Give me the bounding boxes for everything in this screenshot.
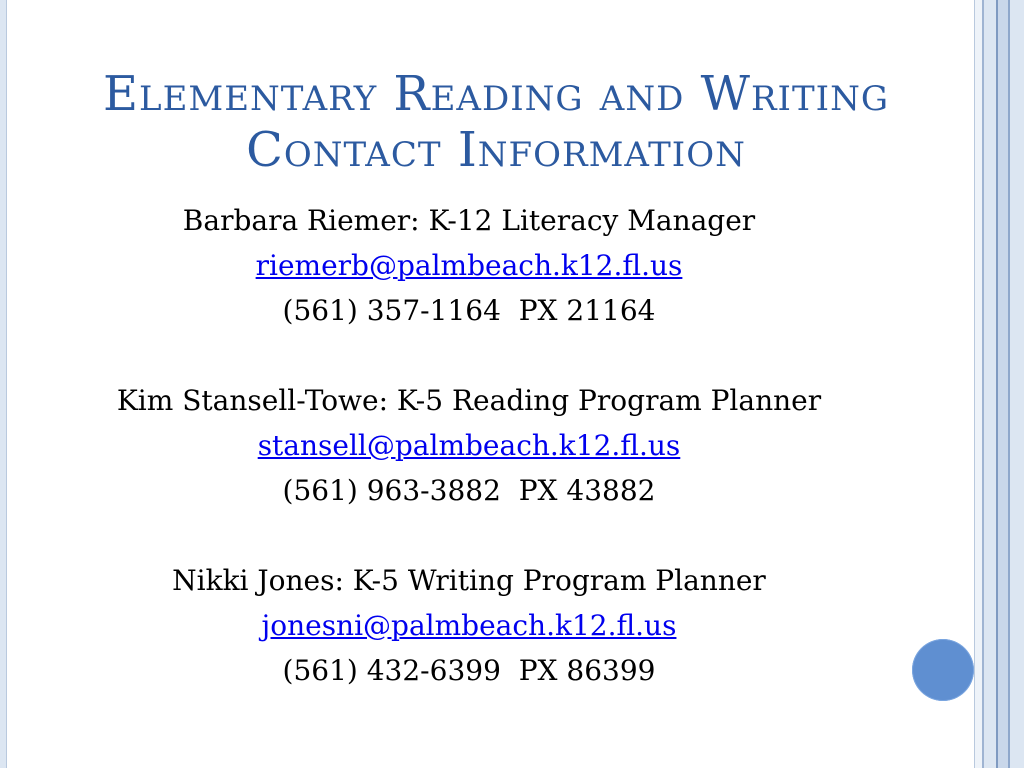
contact-block — [46, 198, 892, 333]
contact-email-link[interactable]: stansell@palmbeach.k12.fl.us — [257, 429, 681, 462]
stripe-band — [975, 0, 982, 768]
contact-block — [46, 378, 892, 513]
contact-email-link[interactable]: riemerb@palmbeach.k12.fl.us — [255, 249, 683, 282]
stripe-band — [984, 0, 996, 768]
contact-phone: (561) 963-3882 PX 43882 — [282, 474, 656, 507]
title-line-1: Elementary Reading and Writing — [102, 66, 890, 122]
right-stripe-decoration — [974, 0, 1024, 768]
stripe-band — [998, 0, 1008, 768]
stripe-band — [1010, 0, 1024, 768]
contact-phone: (561) 357-1164 PX 21164 — [282, 294, 656, 327]
contact-name-role: Nikki Jones: K-5 Writing Program Planner — [172, 564, 766, 597]
contact-phone: (561) 432-6399 PX 86399 — [282, 654, 656, 687]
contact-name-role: Kim Stansell-Towe: K-5 Reading Program Planner — [116, 384, 822, 417]
contact-block — [46, 558, 892, 693]
slide — [6, 0, 976, 768]
contact-list — [46, 198, 892, 693]
title-line-2: Contact Information — [246, 122, 746, 178]
contact-name-role: Barbara Riemer: K-12 Literacy Manager — [182, 204, 756, 237]
contact-email-link[interactable]: jonesni@palmbeach.k12.fl.us — [261, 609, 677, 642]
slide-title — [46, 66, 946, 178]
decorative-circle — [912, 639, 974, 701]
